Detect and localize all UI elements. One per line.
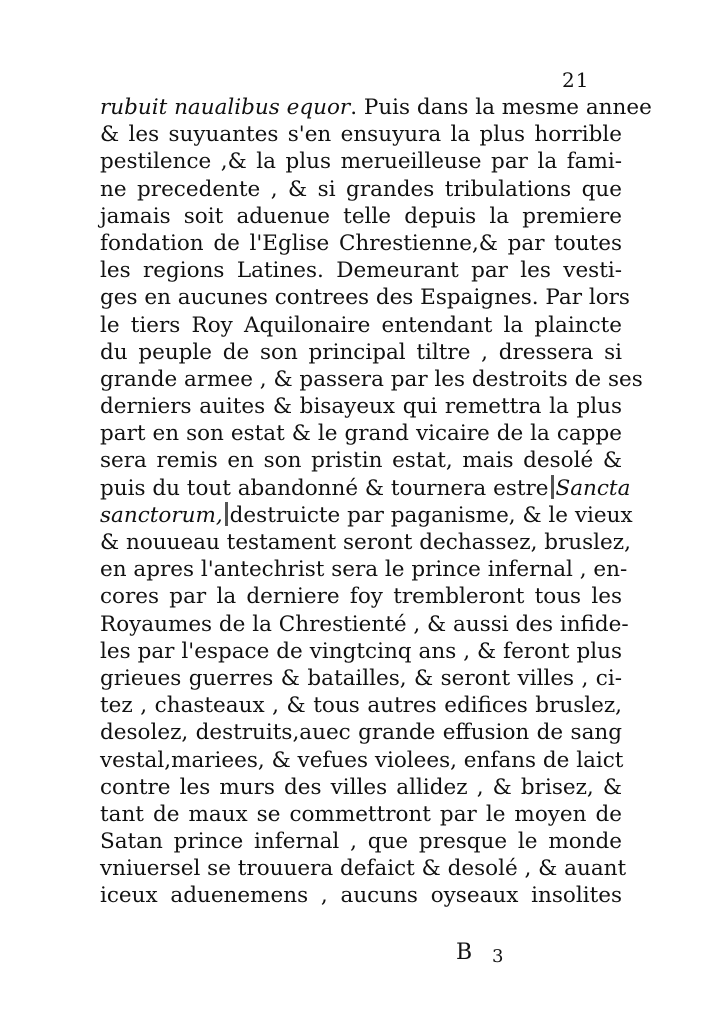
text-line: ne precedente , & si grandes tribulations que bbox=[100, 176, 622, 202]
text-line: Royaumes de la Chrestienté , & aussi des infide- bbox=[100, 611, 629, 637]
text-line: contre les murs des villes allidez , & brisez, & bbox=[100, 774, 622, 800]
text-line: en apres l'antechrist sera le prince infernal , en- bbox=[100, 557, 628, 583]
text-line: Satan prince infernal , que presque le monde bbox=[100, 829, 622, 855]
text-line: cores par la derniere foy trembleront tous les bbox=[100, 584, 622, 610]
text-line: sanctorum, destruicte par paganisme, & le vieux bbox=[100, 502, 633, 528]
latin-quote: rubuit naualibus equor bbox=[100, 95, 351, 120]
text-line: grieues guerres & batailles, & seront villes , ci- bbox=[100, 665, 622, 691]
text-line: tez , chasteaux , & tous autres edifices bruslez, bbox=[100, 693, 622, 719]
text-line: sera remis en son pristin estat, mais desolé & bbox=[100, 448, 622, 474]
page-number: 21 bbox=[562, 68, 590, 92]
text-line: ges en aucunes contrees des Espaignes. Par lors bbox=[100, 285, 630, 311]
body-text bbox=[100, 94, 652, 910]
text-line: les par l'espace de vingtcinq ans , & feront plus bbox=[100, 638, 622, 664]
text-line: rubuit naualibus equor. Puis dans la mesme annee bbox=[100, 95, 652, 120]
text-line: & les suyuantes s'en ensuyura la plus horrible bbox=[100, 122, 622, 148]
text-line: le tiers Roy Aquilonaire entendant la plaincte bbox=[100, 312, 622, 338]
text-line: les regions Latines. Demeurant par les vesti- bbox=[100, 258, 622, 284]
text-line: vniuersel se trouuera defaict & desolé , & auant bbox=[100, 856, 627, 882]
text-line: fondation de l'Eglise Chrestienne,& par toutes bbox=[100, 230, 622, 256]
text-line: part en son estat & le grand vicaire de la cappe bbox=[100, 421, 622, 447]
text-line: puis du tout abandonné & tournera estre Sancta bbox=[100, 475, 631, 501]
text-line: vestal,mariees, & vefues violees, enfans de laict bbox=[100, 747, 624, 773]
text-line: du peuple de son principal tiltre , dressera si bbox=[100, 339, 622, 365]
text-line: iceux aduenemens , aucuns oyseaux insolites bbox=[100, 883, 622, 909]
margin-bar bbox=[225, 502, 228, 526]
latin-term: Sancta bbox=[555, 475, 631, 501]
text-line: desolez, destruits,auec grande effusion de sang bbox=[100, 720, 622, 746]
text-line: jamais soit aduenue telle depuis la premiere bbox=[100, 203, 622, 229]
text-line: derniers auites & bisayeux qui remettra la plus bbox=[100, 394, 622, 420]
latin-term: sanctorum, bbox=[100, 502, 223, 528]
text-line: & nouueau testament seront dechassez, bruslez, bbox=[100, 530, 631, 555]
text-line: pestilence ,& la plus merueilleuse par la fami- bbox=[100, 149, 622, 175]
text-line: grande armee , & passera par les destroits de ses bbox=[100, 366, 643, 392]
margin-bar bbox=[551, 475, 554, 499]
text-line: tant de maux se commettront par le moyen de bbox=[100, 801, 622, 827]
signature-mark: B bbox=[456, 940, 473, 965]
signature-number: 3 bbox=[492, 946, 504, 967]
